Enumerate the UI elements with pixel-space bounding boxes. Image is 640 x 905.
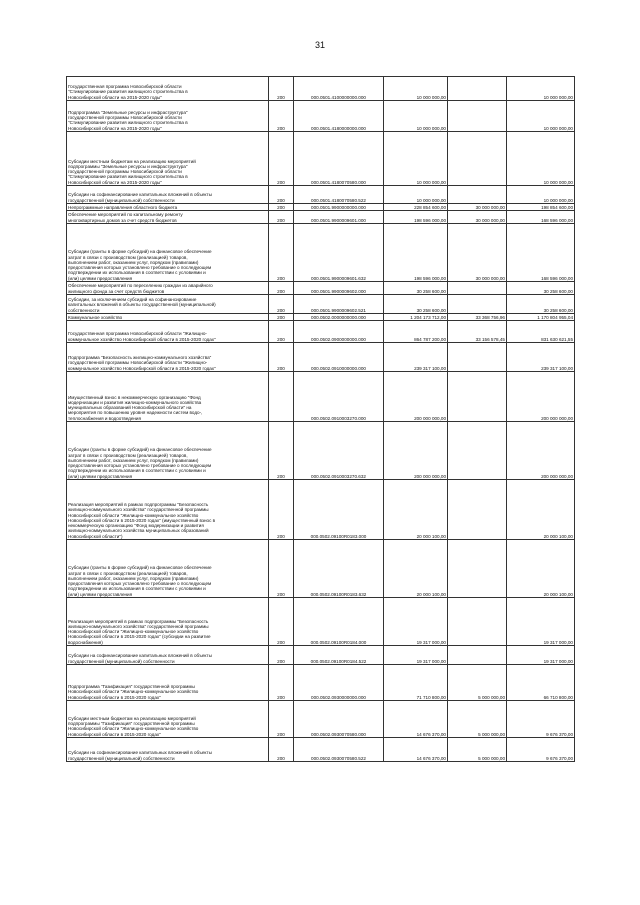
row-total-cell: 19 317 000,00 — [384, 598, 448, 646]
row-grbs-cell: 200 — [269, 480, 294, 540]
row-federal-cell — [448, 77, 507, 101]
row-name-cell: Государственная программа Новосибирской области "Стимулирование развития жилищного строительства в Новосибирской области на 2015-2020 годы" — [67, 77, 269, 101]
row-name-cell: Подпрограмма "Газификация" государственной программы Новосибирской области "Жилищно-коммунальное хозяйство Новосибирской области в 2015-2020 годах" — [67, 665, 269, 701]
row-federal-cell — [448, 282, 507, 295]
row-grbs-cell: 200 — [269, 295, 294, 314]
row-total-cell: 1 204 173 712,00 — [384, 314, 448, 321]
table-row — [67, 101, 575, 132]
row-name-cell: Субсидии местным бюджетам на реализацию мероприятий подпрограммы "Газификация" государственной программы Новосибирской области "Жилищно-коммунальное хозяйство Новосибирской области в 2015-2020 годах" — [67, 701, 269, 738]
row-code-cell: 000.0501.9900009602.000 — [294, 282, 384, 295]
row-code-cell: 000.0501.4180000000.000 — [294, 101, 384, 132]
row-federal-cell: 30 000 000,00 — [448, 211, 507, 224]
row-federal-cell — [448, 186, 507, 204]
row-federal-cell — [448, 598, 507, 646]
row-code-cell: 000.0501.4100000000.000 — [294, 77, 384, 101]
row-grbs-cell: 200 — [269, 665, 294, 701]
row-regional-cell: 10 000 000,00 — [507, 132, 575, 186]
table-row — [67, 204, 575, 211]
table-row — [67, 422, 575, 480]
row-total-cell: 239 317 100,00 — [384, 343, 448, 372]
row-regional-cell: 9 676 370,00 — [507, 701, 575, 738]
row-grbs-cell: 200 — [269, 738, 294, 762]
row-total-cell: 71 710 800,00 — [384, 665, 448, 701]
row-grbs-cell: 200 — [269, 598, 294, 646]
page-number: 31 — [314, 40, 325, 50]
row-name-cell: Субсидии (гранты в форме субсидий) на финансовое обеспечение затрат в связи с производством (реализацией) товаров, выполнением работ, оказанием услуг, порядком (правилами) предоставления которых установлено требование о последующем подтверждении их использования в соответствии с условиями и (или) целями предоставления — [67, 224, 269, 282]
row-federal-cell: 5 000 000,00 — [448, 738, 507, 762]
row-name-cell: Реализация мероприятий в рамках подпрограммы "Безопасность жилищно-коммунального хозяйства" государственной программы Новосибирской области "Жилищно-коммунальное хозяйство Новосибирской области в 2015-2020 годах" (имущественный взнос в некоммерческую организацию "Фонд модернизации и развития жилищно-коммунального хозяйства муниципальных образований Новосибирской области") — [67, 480, 269, 540]
row-regional-cell: 19 317 000,00 — [507, 646, 575, 665]
row-total-cell: 30 258 600,00 — [384, 295, 448, 314]
row-grbs-cell: 200 — [269, 282, 294, 295]
row-total-cell: 30 258 600,00 — [384, 282, 448, 295]
table-row — [67, 321, 575, 343]
row-code-cell: 000.0502.09100R0183.632 — [294, 540, 384, 598]
row-name-cell: Непрограммные направления областного бюджета — [67, 204, 269, 211]
row-code-cell: 000.0502.0910000000.000 — [294, 343, 384, 372]
row-regional-cell: 30 258 600,00 — [507, 295, 575, 314]
row-total-cell: 20 000 100,00 — [384, 480, 448, 540]
row-code-cell: 000.0501.9900009601.632 — [294, 224, 384, 282]
row-federal-cell — [448, 422, 507, 480]
row-grbs-cell: 200 — [269, 646, 294, 665]
row-grbs-cell: 200 — [269, 314, 294, 321]
row-total-cell: 14 676 370,00 — [384, 738, 448, 762]
row-total-cell: 20 000 100,00 — [384, 540, 448, 598]
row-regional-cell: 831 630 621,55 — [507, 321, 575, 343]
row-federal-cell: 5 000 000,00 — [448, 665, 507, 701]
row-federal-cell: 30 000 000,00 — [448, 204, 507, 211]
row-grbs-cell — [269, 372, 294, 422]
row-total-cell: 864 787 200,00 — [384, 321, 448, 343]
row-name-cell: Субсидии (гранты в форме субсидий) на финансовое обеспечение затрат в связи с производством (реализацией) товаров, выполнением работ, оказанием услуг, порядком (правилами) предоставления которых установлено требование о последующем подтверждении их использования в соответствии с условиями и (или) целями предоставления — [67, 540, 269, 598]
table-row — [67, 186, 575, 204]
row-regional-cell: 10 000 000,00 — [507, 101, 575, 132]
row-grbs-cell: 200 — [269, 422, 294, 480]
row-name-cell: Субсидии, за исключением субсидий на софинансирование капитальных вложений в объекты государственной (муниципальной) собственности — [67, 295, 269, 314]
row-grbs-cell: 200 — [269, 186, 294, 204]
row-name-cell: Подпрограмма "Земельные ресурсы и инфраструктура" государственной программы Новосибирской области "Стимулирование развития жилищного строительства в Новосибирской области на 2015-2020 годы" — [67, 101, 269, 132]
budget-table — [66, 76, 575, 762]
row-code-cell: 000.0501.4180070580.522 — [294, 186, 384, 204]
row-name-cell: Имущественный взнос в некоммерческую организацию "Фонд модернизации и развития жилищно-коммунального хозяйства муниципальных образований Новосибирской области" на мероприятия по повышению уровня надежности систем водо-, теплоснабжения и водоотведения — [67, 372, 269, 422]
table-row — [67, 132, 575, 186]
row-regional-cell: 168 596 000,00 — [507, 224, 575, 282]
row-federal-cell — [448, 540, 507, 598]
row-regional-cell: 10 000 000,00 — [507, 77, 575, 101]
row-code-cell: 000.0502.0930000000.000 — [294, 665, 384, 701]
table-row — [67, 540, 575, 598]
row-regional-cell: 200 000 000,00 — [507, 422, 575, 480]
row-grbs-cell: 200 — [269, 77, 294, 101]
row-total-cell: 19 317 000,00 — [384, 646, 448, 665]
row-name-cell: Государственная программа Новосибирской области "Жилищно- коммунальное хозяйство Новосибирской области в 2015-2020 годах" — [67, 321, 269, 343]
row-code-cell: 000.0502.0930070580.000 — [294, 701, 384, 738]
row-total-cell: 200 000 000,00 — [384, 422, 448, 480]
table-row — [67, 224, 575, 282]
row-name-cell: Подпрограмма "Безопасность жилищно-коммунального хозяйства" государственной программы Новосибирской области "Жилищно- коммунальное хозяйство Новосибирской области в 2015-2020 годах" — [67, 343, 269, 372]
row-code-cell: 000.0502.09100R0184.522 — [294, 646, 384, 665]
row-code-cell: 000.0502.09100R0184.000 — [294, 598, 384, 646]
row-code-cell: 000.0502.0910003270.000 — [294, 372, 384, 422]
row-regional-cell: 20 000 100,00 — [507, 540, 575, 598]
row-total-cell: 10 000 000,00 — [384, 132, 448, 186]
row-total-cell: 14 676 370,00 — [384, 701, 448, 738]
row-federal-cell — [448, 372, 507, 422]
row-regional-cell: 66 710 800,00 — [507, 665, 575, 701]
row-federal-cell — [448, 343, 507, 372]
table-row — [67, 314, 575, 321]
row-regional-cell: 1 170 804 955,04 — [507, 314, 575, 321]
row-grbs-cell: 200 — [269, 204, 294, 211]
table-row — [67, 295, 575, 314]
table-row — [67, 665, 575, 701]
row-name-cell: Субсидии на софинансирование капитальных вложений в объекты государственной (муниципальной) собственности — [67, 646, 269, 665]
row-federal-cell: 5 000 000,00 — [448, 701, 507, 738]
row-code-cell: 000.0501.9900009602.521 — [294, 295, 384, 314]
table-row — [67, 372, 575, 422]
row-regional-cell: 168 596 000,00 — [507, 211, 575, 224]
row-code-cell: 000.0502.0000000000.000 — [294, 314, 384, 321]
row-regional-cell: 198 854 600,00 — [507, 204, 575, 211]
row-name-cell: Субсидии на софинансирование капитальных вложений в объекты государственной (муниципальной) собственности — [67, 738, 269, 762]
table-row — [67, 282, 575, 295]
table-row — [67, 598, 575, 646]
row-federal-cell: 33 368 756,96 — [448, 314, 507, 321]
row-total-cell: 200 000 000,00 — [384, 372, 448, 422]
row-name-cell: Субсидии (гранты в форме субсидий) на финансовое обеспечение затрат в связи с производством (реализацией) товаров, выполнением работ, оказанием услуг, порядком (правилами) предоставления которых установлено требование о последующем подтверждении их использования в соответствии с условиями и (или) целями предоставления — [67, 422, 269, 480]
row-code-cell: 000.0501.9900000000.000 — [294, 204, 384, 211]
row-federal-cell — [448, 480, 507, 540]
row-regional-cell: 239 317 100,00 — [507, 343, 575, 372]
row-code-cell: 000.0502.09100R0183.000 — [294, 480, 384, 540]
row-grbs-cell: 200 — [269, 540, 294, 598]
row-grbs-cell: 200 — [269, 321, 294, 343]
row-federal-cell — [448, 132, 507, 186]
budget-table-body — [67, 77, 575, 762]
row-name-cell: Субсидии местным бюджетам на реализацию мероприятий подпрограммы "Земельные ресурсы и инфраструктура" государственной программы Новосибирской области "Стимулирование развития жилищного строительства в Новосибирской области на 2015-2020 годы" — [67, 132, 269, 186]
table-row — [67, 646, 575, 665]
row-federal-cell — [448, 295, 507, 314]
table-row — [67, 738, 575, 762]
row-grbs-cell: 200 — [269, 224, 294, 282]
table-row — [67, 211, 575, 224]
row-name-cell: Коммунальное хозяйство — [67, 314, 269, 321]
row-total-cell: 198 596 000,00 — [384, 211, 448, 224]
row-total-cell: 228 854 600,00 — [384, 204, 448, 211]
row-grbs-cell: 200 — [269, 211, 294, 224]
row-federal-cell: 30 000 000,00 — [448, 224, 507, 282]
row-regional-cell: 10 000 000,00 — [507, 186, 575, 204]
row-regional-cell: 30 258 600,00 — [507, 282, 575, 295]
table-row — [67, 701, 575, 738]
row-regional-cell: 20 000 100,00 — [507, 480, 575, 540]
row-code-cell: 000.0502.0900000000.000 — [294, 321, 384, 343]
row-federal-cell — [448, 646, 507, 665]
row-total-cell: 10 000 000,00 — [384, 101, 448, 132]
row-regional-cell: 200 000 000,00 — [507, 372, 575, 422]
row-regional-cell: 9 676 370,00 — [507, 738, 575, 762]
row-grbs-cell: 200 — [269, 343, 294, 372]
row-code-cell: 000.0502.0930070580.522 — [294, 738, 384, 762]
row-grbs-cell: 200 — [269, 701, 294, 738]
row-code-cell: 000.0501.9900009601.000 — [294, 211, 384, 224]
row-total-cell: 198 596 000,00 — [384, 224, 448, 282]
row-code-cell: 000.0502.0910003270.632 — [294, 422, 384, 480]
table-row — [67, 343, 575, 372]
row-name-cell: Субсидии на софинансирование капитальных вложений в объекты государственной (муниципальной) собственности — [67, 186, 269, 204]
row-grbs-cell: 200 — [269, 101, 294, 132]
row-total-cell: 10 000 000,00 — [384, 77, 448, 101]
row-name-cell: Обеспечение мероприятий по капитальному ремонту многоквартирных домов за счет средств бюджетов — [67, 211, 269, 224]
row-grbs-cell: 200 — [269, 132, 294, 186]
row-name-cell: Реализация мероприятий в рамках подпрограммы "Безопасность жилищно-коммунального хозяйства" государственной программы Новосибирской области "Жилищно-коммунальное хозяйство Новосибирской области в 2015-2020 годах" (субсидии на развитие водоснабжения) — [67, 598, 269, 646]
table-row — [67, 480, 575, 540]
row-federal-cell — [448, 101, 507, 132]
row-name-cell: Обеспечение мероприятий по переселению граждан из аварийного жилищного фонда за счет средств бюджетов — [67, 282, 269, 295]
row-total-cell: 10 000 000,00 — [384, 186, 448, 204]
row-federal-cell: 33 156 578,45 — [448, 321, 507, 343]
row-code-cell: 000.0501.4180070580.000 — [294, 132, 384, 186]
row-regional-cell: 19 317 000,00 — [507, 598, 575, 646]
table-row — [67, 77, 575, 101]
